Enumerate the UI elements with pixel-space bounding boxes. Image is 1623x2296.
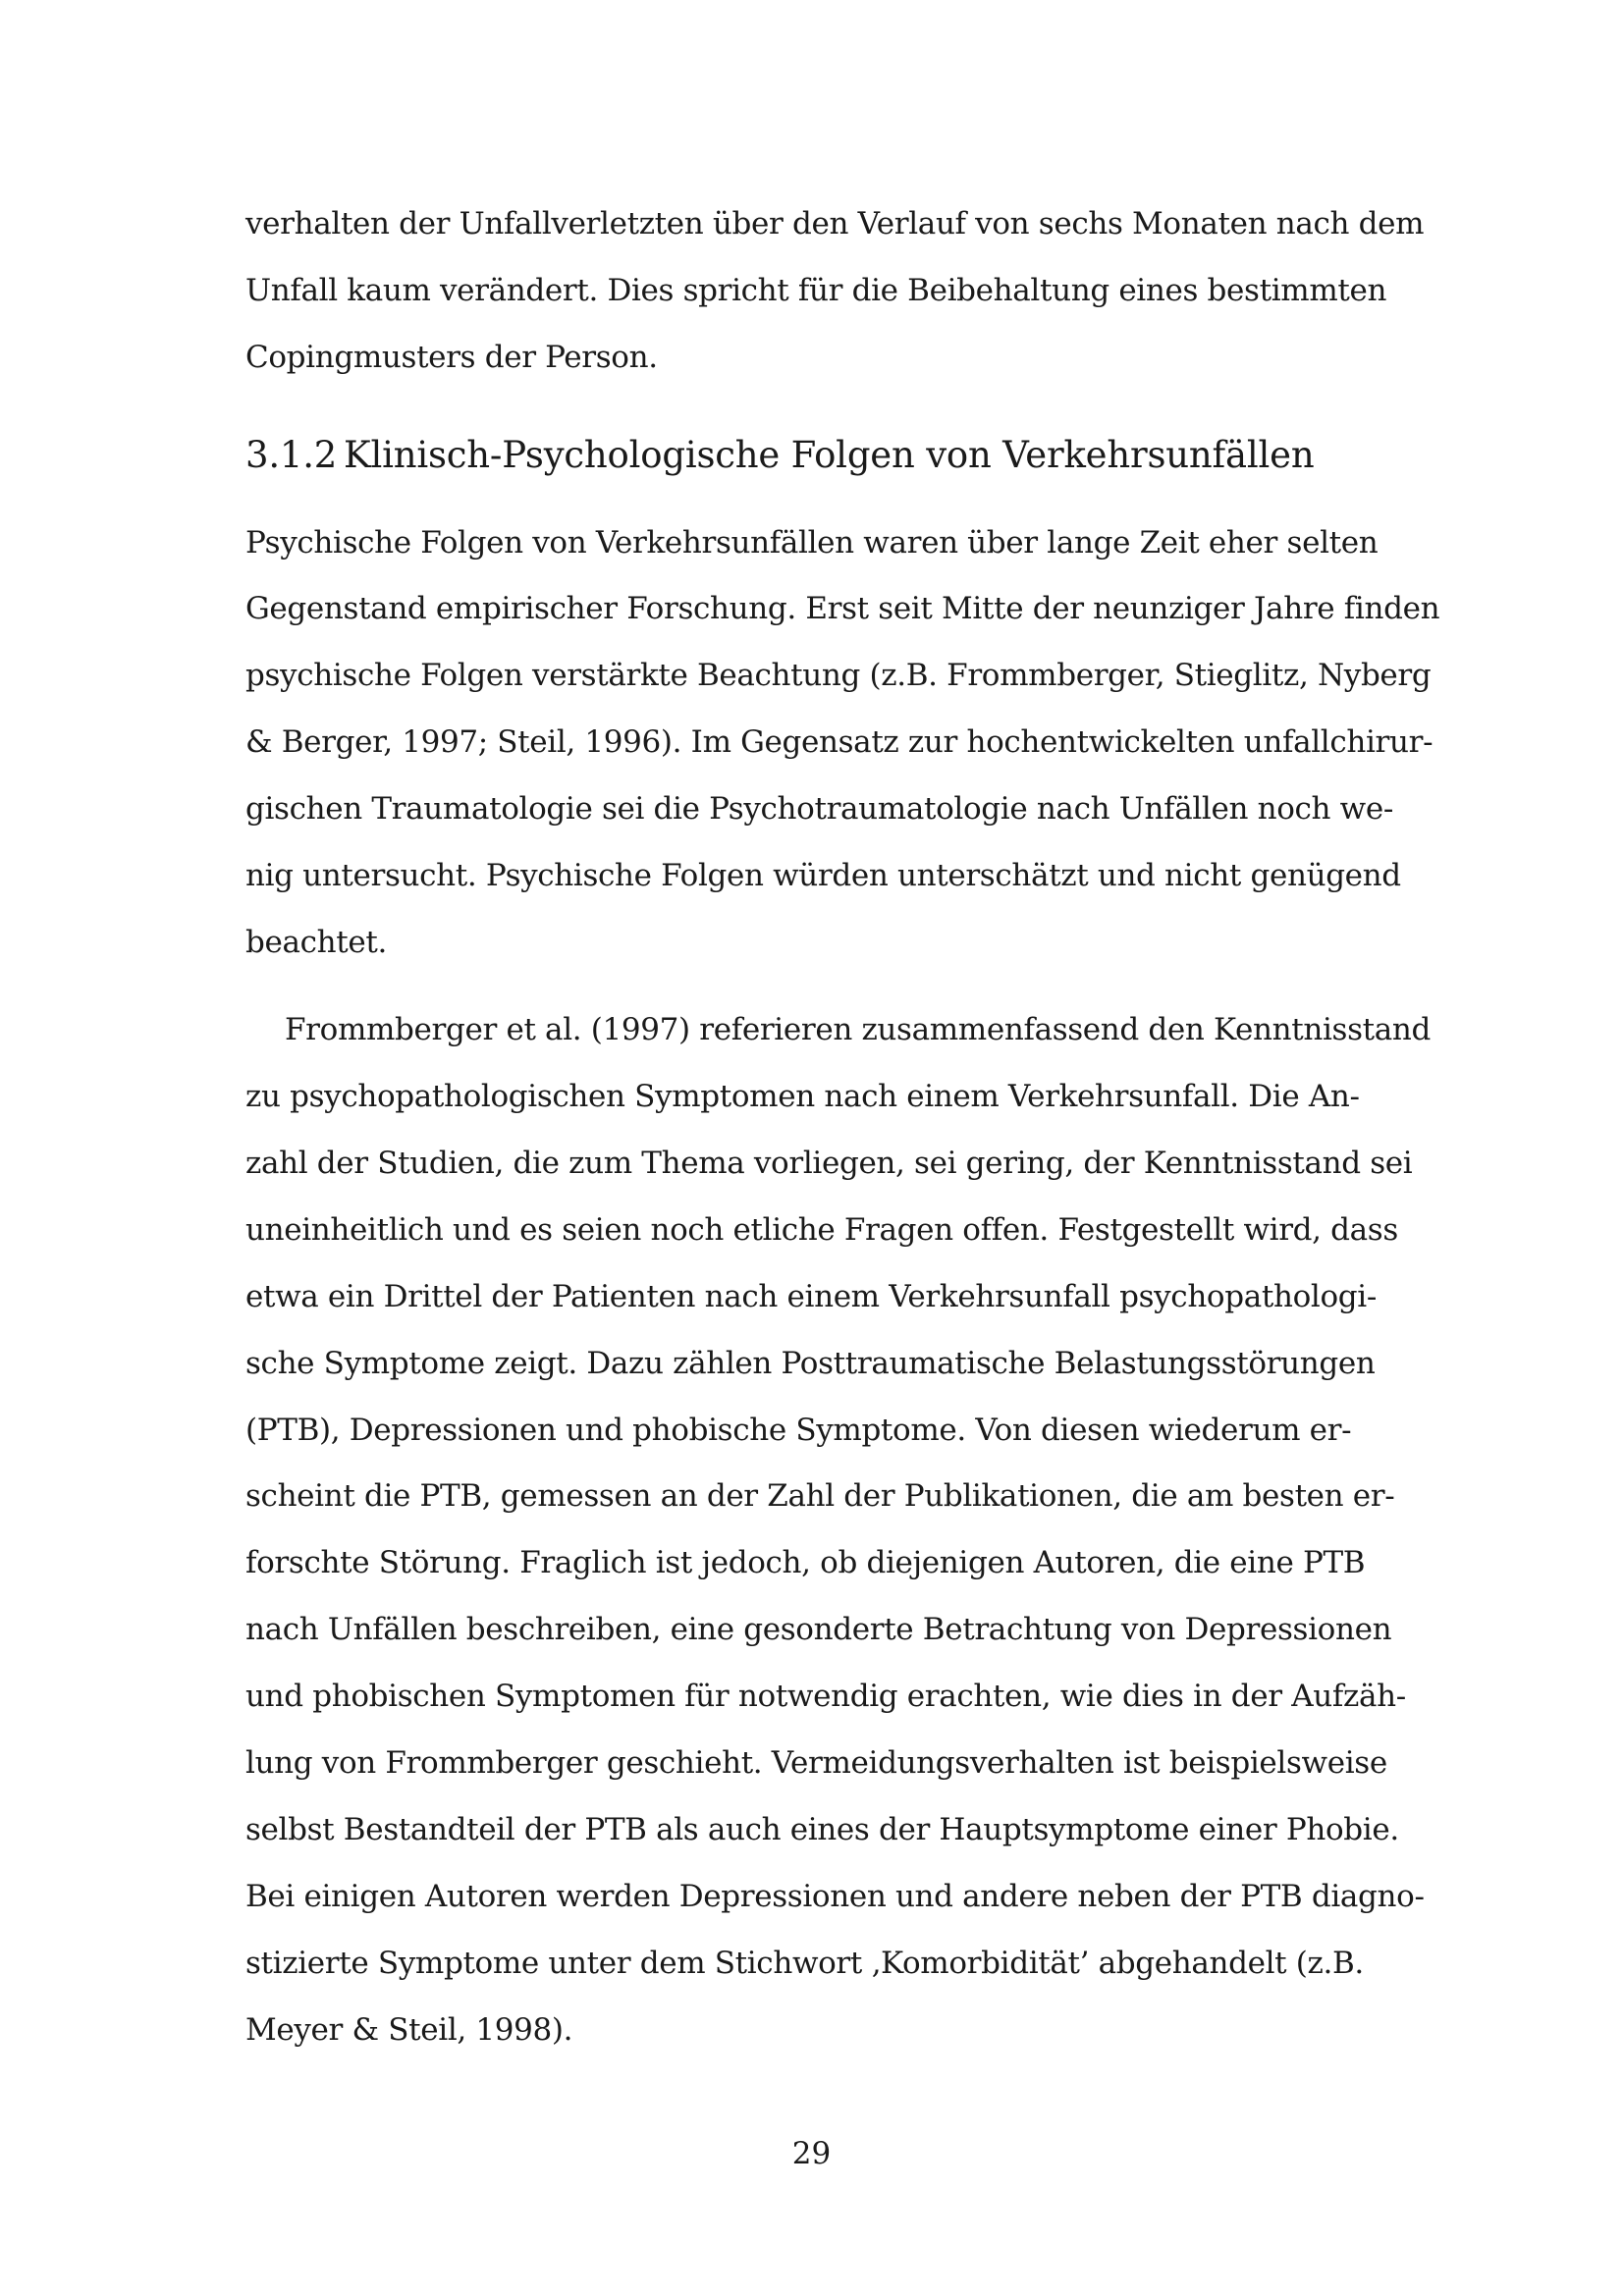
- body-line: Frommberger et al. (1997) referieren zusammenfassend den Kenntnisstand: [285, 1012, 1431, 1047]
- body-line: etwa ein Drittel der Patienten nach einem Verkehrsunfall psychopathologi-: [245, 1279, 1377, 1314]
- body-line: gischen Traumatologie sei die Psychotraumatologie nach Unfällen noch we-: [245, 791, 1393, 827]
- body-line: Meyer & Steil, 1998).: [245, 2012, 573, 2048]
- section-title: Klinisch-Psychologische Folgen von Verkehrsunfällen: [344, 434, 1315, 476]
- body-line: nach Unfällen beschreiben, eine gesonderte Betrachtung von Depressionen: [245, 1612, 1392, 1647]
- body-line: nig untersucht. Psychische Folgen würden unterschätzt und nicht genügend: [245, 858, 1401, 893]
- body-line: stizierte Symptome unter dem Stichwort ‚Komorbidität’ abgehandelt (z.B.: [245, 1946, 1364, 1981]
- body-line: uneinheitlich und es seien noch etliche Fragen offen. Festgestellt wird, dass: [245, 1212, 1398, 1248]
- body-line: Gegenstand empirischer Forschung. Erst seit Mitte der neunziger Jahre finden: [245, 591, 1440, 626]
- body-line: selbst Bestandteil der PTB als auch eines der Hauptsymptome einer Phobie.: [245, 1812, 1399, 1847]
- body-line: verhalten der Unfallverletzten über den Verlauf von sechs Monaten nach dem: [245, 206, 1425, 241]
- body-line: Unfall kaum verändert. Dies spricht für die Beibehaltung eines bestimmten: [245, 273, 1387, 308]
- page-number: 29: [791, 2136, 832, 2171]
- body-line: sche Symptome zeigt. Dazu zählen Posttraumatische Belastungsstörungen: [245, 1346, 1376, 1381]
- body-line: (PTB), Depressionen und phobische Symptome. Von diesen wiederum er-: [245, 1413, 1352, 1448]
- body-line: zahl der Studien, die zum Thema vorliegen, sei gering, der Kenntnisstand sei: [245, 1146, 1413, 1181]
- body-line: scheint die PTB, gemessen an der Zahl der Publikationen, die am besten er-: [245, 1478, 1395, 1514]
- body-line: beachtet.: [245, 925, 387, 960]
- body-line: psychische Folgen verstärkte Beachtung (z.B. Frommberger, Stieglitz, Nyberg: [245, 658, 1432, 693]
- body-line: & Berger, 1997; Steil, 1996). Im Gegensatz zur hochentwickelten unfallchirur-: [245, 724, 1434, 760]
- body-line: zu psychopathologischen Symptomen nach einem Verkehrsunfall. Die An-: [245, 1079, 1360, 1114]
- body-line: Bei einigen Autoren werden Depressionen und andere neben der PTB diagno-: [245, 1879, 1425, 1914]
- body-line: lung von Frommberger geschieht. Vermeidungsverhalten ist beispielsweise: [245, 1745, 1387, 1781]
- body-line: forschte Störung. Fraglich ist jedoch, ob diejenigen Autoren, die eine PTB: [245, 1545, 1366, 1580]
- section-number: 3.1.2: [245, 434, 338, 476]
- body-line: Copingmusters der Person.: [245, 340, 658, 375]
- body-line: und phobischen Symptomen für notwendig erachten, wie dies in der Aufzäh-: [245, 1679, 1406, 1714]
- body-line: Psychische Folgen von Verkehrsunfällen waren über lange Zeit eher selten: [245, 525, 1379, 561]
- section-heading: [245, 432, 1315, 479]
